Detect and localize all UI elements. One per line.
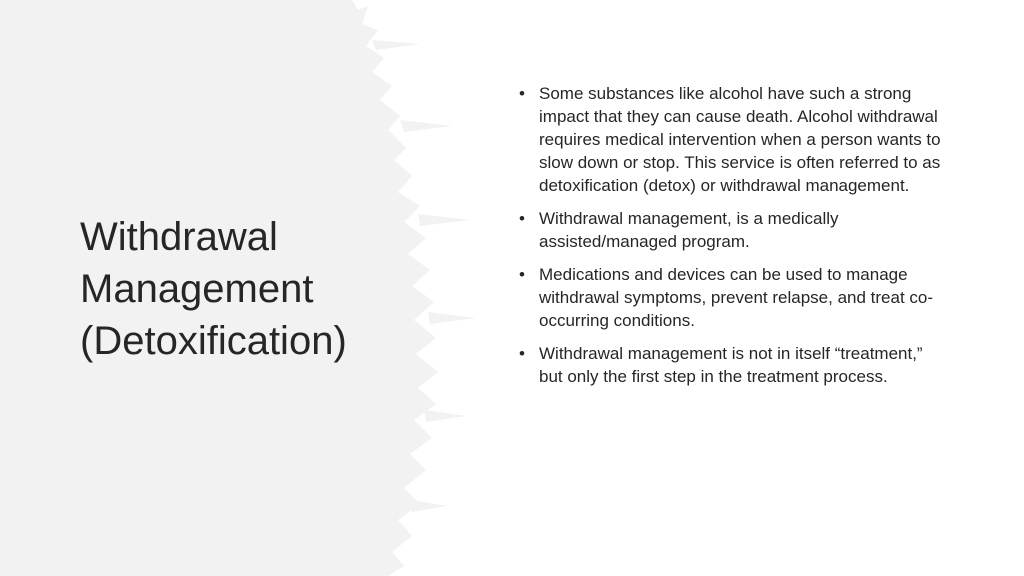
brush-streak-5 [424, 410, 466, 422]
bullet-item-4 [518, 342, 948, 388]
bullet-item-2 [518, 207, 948, 253]
bullet-dot: • [519, 84, 525, 103]
brush-streak-6 [410, 500, 448, 512]
bullet-text-1: Some substances like alcohol have such a strong impact that they can cause death. Alcohol withdrawal requires medical intervention when a person wants to slow down or stop. This service is often referred to as detoxification (detox) or withdrawal management. [539, 84, 941, 195]
bullet-dot: • [519, 265, 525, 284]
bullet-list [518, 82, 948, 398]
slide-title [80, 211, 420, 367]
brush-streak-1 [372, 40, 420, 50]
bullet-text-2: Withdrawal management, is a medically assisted/managed program. [539, 209, 839, 251]
title-line-3: (Detoxification) [80, 319, 347, 363]
bullet-dot: • [519, 209, 525, 228]
bullet-dot: • [519, 344, 525, 363]
brush-streak-4 [428, 312, 476, 324]
brush-streak-2 [400, 120, 452, 132]
title-line-2: Management [80, 267, 314, 311]
bullet-text-3: Medications and devices can be used to manage withdrawal symptoms, prevent relapse, and treat co-occurring conditions. [539, 265, 934, 330]
title-line-1: Withdrawal [80, 215, 278, 259]
bullet-item-1 [518, 82, 948, 197]
bullet-item-3 [518, 263, 948, 332]
bullet-text-4: Withdrawal management is not in itself “treatment,” but only the first step in the treatment process. [539, 344, 923, 386]
brush-streak-3 [418, 214, 470, 226]
